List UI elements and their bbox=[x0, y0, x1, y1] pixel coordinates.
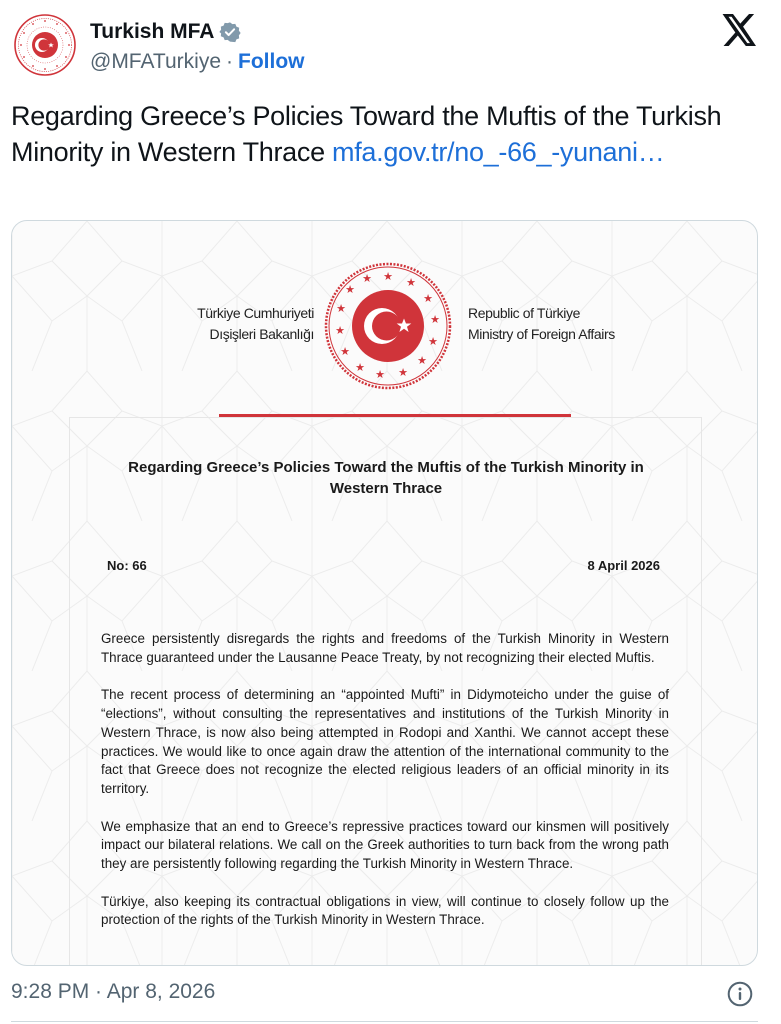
avatar[interactable] bbox=[12, 12, 78, 78]
document-date: 8 April 2026 bbox=[587, 558, 660, 573]
document-body bbox=[101, 630, 669, 949]
follow-button[interactable]: Follow bbox=[238, 50, 305, 73]
document-paragraph: Türkiye, also keeping its contractual obligations in view, will continue to closely follow up the protection of the rights of the Turkish Minority in Western Thrace. bbox=[101, 893, 669, 928]
document-title: Regarding Greece’s Policies Toward the Muftis of the Turkish Minority in Western Thrace bbox=[128, 459, 644, 497]
svg-text:★: ★ bbox=[340, 345, 350, 358]
svg-text:★: ★ bbox=[335, 324, 345, 337]
media-card[interactable] bbox=[11, 220, 758, 966]
name-row bbox=[90, 20, 241, 44]
document-paragraph: Greece persistently disregards the rights and freedoms of the Turkish Minority in Western Thrace guaranteed under the Lausanne Peace Treaty, by not recognizing their elected Muftis. bbox=[101, 631, 669, 665]
svg-text:★: ★ bbox=[428, 335, 438, 348]
svg-text:★: ★ bbox=[375, 368, 385, 381]
verified-badge-icon bbox=[219, 21, 241, 43]
svg-text:★: ★ bbox=[336, 302, 346, 315]
document-paragraph: We emphasize that an end to Greece’s repressive practices toward our kinsmen will positively impact our bilateral relations. We call on the Greek authorities to turn back from the wrong path they are persistently following regarding the Turkish Minority in Western Thrace. bbox=[101, 818, 669, 872]
handle-row bbox=[90, 50, 305, 74]
divider bbox=[11, 1021, 758, 1022]
svg-text:★: ★ bbox=[355, 361, 365, 374]
display-name[interactable]: Turkish MFA bbox=[90, 20, 215, 43]
svg-text:★: ★ bbox=[345, 283, 355, 296]
letterhead-turkish bbox=[164, 303, 314, 345]
mfa-seal-icon bbox=[12, 12, 78, 78]
letterhead-left-line: Dışişleri Bakanlığı bbox=[209, 326, 314, 342]
tweet-text bbox=[11, 98, 751, 170]
tweet-link[interactable]: mfa.gov.tr/no_-66_-yunani… bbox=[332, 137, 665, 167]
svg-text:★: ★ bbox=[406, 276, 416, 289]
document-number: No: 66 bbox=[107, 558, 147, 573]
ministry-emblem-icon bbox=[318, 261, 458, 391]
tweet-timestamp[interactable]: 9:28 PM · Apr 8, 2026 bbox=[11, 980, 216, 1003]
letterhead-right-line: Republic of Türkiye bbox=[468, 305, 580, 321]
letterhead-left-line: Türkiye Cumhuriyeti bbox=[197, 305, 314, 321]
info-icon[interactable] bbox=[727, 981, 753, 1007]
svg-text:★: ★ bbox=[423, 292, 433, 305]
svg-text:★: ★ bbox=[383, 270, 393, 283]
x-logo-icon[interactable] bbox=[722, 14, 758, 46]
svg-text:★: ★ bbox=[430, 313, 440, 326]
letterhead-right-line: Ministry of Foreign Affairs bbox=[468, 326, 615, 342]
tweet-header bbox=[0, 0, 781, 95]
tweet-body: Regarding Greece’s Policies Toward the Muftis of the Turkish Minority in Western Thrace bbox=[11, 101, 722, 167]
letterhead-english bbox=[468, 303, 668, 345]
handle[interactable]: @MFATurkiye bbox=[90, 50, 221, 73]
svg-text:★: ★ bbox=[417, 354, 427, 367]
document-paragraph: The recent process of determining an “appointed Mufti” in Didymoteicho under the guise of “elections”, without consulting the representatives and institutions of the Turkish Minority in Western Thrace, is now also being attempted in Rodopi and Xanthi. We cannot accept these practices. We would like to once again draw the attention of the international community to the fact that Greece does not recognize the elected religious leaders of an official minority in its territory. bbox=[101, 687, 669, 796]
svg-text:★: ★ bbox=[362, 272, 372, 285]
svg-text:★: ★ bbox=[398, 366, 408, 379]
separator: · bbox=[226, 50, 233, 73]
